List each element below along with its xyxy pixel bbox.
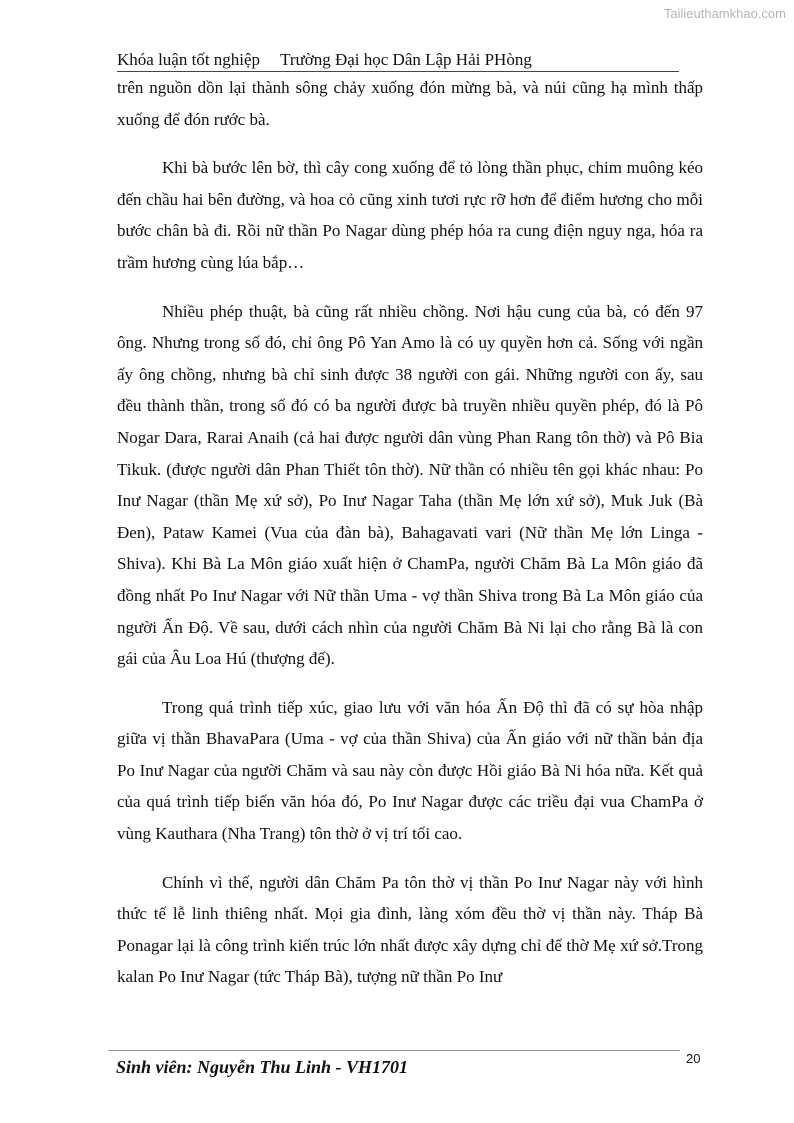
header-thesis-label: Khóa luận tốt nghiệp <box>117 50 261 69</box>
page-header <box>117 50 679 72</box>
document-body <box>117 72 703 1010</box>
paragraph-3: Nhiều phép thuật, bà cũng rất nhiều chồng. Nơi hậu cung của bà, có đến 97 ông. Nhưng trong số đó, chỉ ông Pô Yan Amo là có uy quyền hơn cả. Sống với ngần ấy ông chồng, nhưng bà chỉ sinh được 38 người con gái. Những người con ấy, sau đều thành thần, trong số đó có ba người được bà truyền nhiều quyền phép, đó là Pô Nogar Dara, Rarai Anaih (cả hai được người dân vùng Phan Rang tôn thờ) và Pô Bia Tikuk. (được người dân Phan Thiết tôn thờ). Nữ thần có nhiều tên gọi khác nhau: Po Inư Nagar (thần Mẹ xứ sở), Po Inư Nagar Taha (thần Mẹ lớn xứ sở), Muk Juk (Bà Đen), Pataw Kamei (Vua của đàn bà), Bahagavati vari (Nữ thần Mẹ lớn Linga - Shiva). Khi Bà La Môn giáo xuất hiện ở ChamPa, người Chăm Bà La Môn giáo đã đồng nhất Po Inư Nagar với Nữ thần Uma - vợ thần Shiva trong Bà La Môn giáo của người Ấn Độ. Về sau, dưới cách nhìn của người Chăm Bà Ni lại cho rằng Bà là con gái của Âu Loa Hú (thượng đế). <box>117 301 703 669</box>
footer-divider <box>108 1050 680 1051</box>
page-number: 20 <box>686 1051 701 1066</box>
header-university-label: Trường Đại học Dân Lập Hải PHòng <box>280 50 532 69</box>
watermark-text: Tailieuthamkhao.com <box>663 6 786 21</box>
paragraph-5: Chính vì thế, người dân Chăm Pa tôn thờ vị thần Po Inư Nagar này với hình thức tế lễ linh thiêng nhất. Mọi gia đình, làng xóm đều thờ vị thần này. Tháp Bà Ponagar lại là công trình kiến trúc lớn nhất được xây dựng chỉ để thờ Mẹ xứ sở.Trong kalan Po Inư Nagar (tức Tháp Bà), tượng nữ thần Po Inư <box>117 872 703 987</box>
paragraph-1: trên nguồn dồn lại thành sông chảy xuống đón mừng bà, và núi cũng hạ mình thấp xuống để đón rước bà. <box>117 78 703 129</box>
paragraph-4: Trong quá trình tiếp xúc, giao lưu với văn hóa Ấn Độ thì đã có sự hòa nhập giữa vị thần BhavaPara (Uma - vợ của thần Shiva) của Ấn giáo với nữ thần bản địa Po Inư Nagar của người Chăm và sau này còn được Hồi giáo Bà Ni hóa nữa. Kết quả của quá trình tiếp biến văn hóa đó, Po Inư Nagar được các triều đại vua ChamPa ở vùng Kauthara (Nha Trang) tôn thờ ở vị trí tối cao. <box>117 697 703 844</box>
footer-student: Sinh viên: Nguyễn Thu Linh - VH1701 <box>116 1057 409 1077</box>
paragraph-2: Khi bà bước lên bờ, thì cây cong xuống để tỏ lòng thần phục, chim muông kéo đến chầu hai bên đường, và hoa cỏ cũng xinh tươi rực rỡ hơn để điểm hương cho mỗi bước chân bà đi. Rồi nữ thần Po Nagar dùng phép hóa ra cung điện nguy nga, hóa ra trầm hương cùng lúa bắp… <box>117 158 703 272</box>
